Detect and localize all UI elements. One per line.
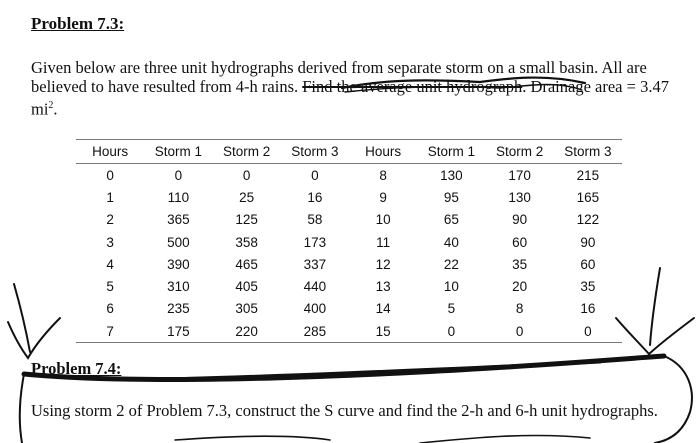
table-cell: 122: [576, 212, 600, 228]
table-header-row: [76, 140, 622, 164]
table-cell: 22: [443, 256, 459, 272]
column-header: Storm 3: [281, 140, 349, 164]
table-cell: 13: [375, 279, 391, 295]
table-cell: 58: [307, 212, 323, 228]
table-cell: 11: [376, 234, 391, 250]
table-cell: 337: [303, 256, 327, 272]
table-cell: 6: [106, 301, 114, 317]
table-cell: 0: [311, 167, 319, 183]
table-cell: 10: [375, 212, 391, 228]
table-cell: 405: [235, 279, 258, 295]
table-cell: 1: [106, 189, 114, 205]
table-row: [76, 164, 622, 187]
table-cell: 15: [349, 320, 417, 343]
table-cell: 3: [106, 234, 114, 250]
table-cell: 95: [443, 189, 459, 205]
left-arrow-head: [8, 318, 60, 358]
table-cell: 0: [486, 320, 554, 343]
table-cell: 14: [375, 301, 391, 317]
table-body: [76, 164, 622, 343]
table-row: [76, 186, 622, 208]
table-cell: 465: [235, 256, 258, 272]
left-arrow-shaft: [14, 284, 30, 352]
table-cell: 20: [512, 279, 528, 295]
table-row: [76, 231, 622, 253]
table-row: [76, 298, 622, 320]
table-cell: 90: [512, 212, 528, 228]
column-header: Storm 3: [554, 140, 622, 164]
table-cell: 235: [167, 301, 190, 317]
table-cell: 215: [576, 167, 600, 183]
problem-7-3-text-a: Given below are three unit hydrographs derived from separate storm on a small basin. All are believed to have resulted from 4-h rains.: [31, 58, 647, 96]
column-header: Hours: [349, 140, 417, 164]
table-cell: 175: [144, 320, 212, 343]
table-cell: 10: [443, 279, 459, 295]
table-cell: 9: [379, 189, 387, 205]
table-cell: 0: [417, 320, 485, 343]
table-cell: 365: [167, 212, 190, 228]
column-header: Storm 1: [144, 140, 212, 164]
table-cell: 35: [580, 279, 596, 295]
table-cell: 130: [508, 189, 531, 205]
table-row: [76, 275, 622, 297]
table-cell: 305: [235, 301, 258, 317]
table-cell: 90: [580, 234, 596, 250]
table-cell: 125: [235, 212, 258, 228]
table-cell: 65: [443, 212, 459, 228]
table-cell: 390: [167, 256, 190, 272]
table-cell: 2: [106, 212, 114, 228]
circling-stroke-left: [20, 374, 24, 443]
table-cell: 12: [375, 256, 391, 272]
table-cell: 40: [443, 234, 459, 250]
table-cell: 173: [303, 234, 327, 250]
table-cell: 358: [235, 234, 258, 250]
problem-7-3-title: Problem 7.3:: [31, 14, 125, 33]
problem-7-4-text: Using storm 2 of Problem 7.3, construct the S curve and find the 2-h and 6-h unit hydrographs.: [31, 401, 658, 420]
table-cell: 7: [76, 320, 144, 343]
table-cell: 60: [580, 256, 596, 272]
problem-7-3-text: [31, 58, 671, 119]
circling-stroke-top-2: [130, 362, 600, 380]
table-cell: 500: [167, 234, 190, 250]
table-cell: 400: [303, 301, 327, 317]
column-header: Storm 2: [213, 140, 281, 164]
table-cell: 0: [106, 167, 114, 183]
column-header: Storm 2: [486, 140, 554, 164]
area-unit-superscript: 2: [48, 100, 54, 111]
table-row: [76, 320, 622, 343]
circling-stroke-right: [655, 356, 692, 443]
struck-through-phrase: Find the average unit hydrograph: [302, 77, 523, 96]
unit-hydrograph-table: [76, 139, 622, 343]
table-cell: 110: [167, 189, 190, 205]
table-header: [76, 140, 622, 164]
column-header: Hours: [76, 140, 144, 164]
table-cell: 440: [303, 279, 327, 295]
problem-7-3-text-end: .: [53, 99, 58, 119]
table-cell: 5: [106, 279, 114, 295]
table-row: [76, 209, 622, 231]
table-cell: 285: [281, 320, 349, 343]
table-cell: 130: [440, 167, 463, 183]
table-cell: 5: [447, 301, 456, 317]
table-cell: 220: [213, 320, 281, 343]
table-cell: 0: [554, 320, 622, 343]
right-arrow-head: [616, 318, 694, 354]
table-row: [76, 253, 622, 275]
table-cell: 35: [512, 256, 528, 272]
table-cell: 8: [515, 301, 524, 317]
right-arrow-shaft: [650, 268, 660, 345]
table-cell: 0: [242, 167, 251, 183]
problem-7-3-text-b: . Drainage area = 3.47 mi: [31, 77, 669, 119]
table-cell: 310: [167, 279, 190, 295]
table-cell: 25: [239, 189, 255, 205]
table-cell: 4: [106, 256, 114, 272]
table-cell: 16: [307, 189, 323, 205]
table-cell: 16: [580, 301, 596, 317]
table-cell: 8: [379, 167, 387, 183]
underline-stroke-bottom: [175, 436, 330, 440]
column-header: Storm 1: [417, 140, 485, 164]
table-cell: 165: [576, 189, 600, 205]
table-cell: 60: [512, 234, 528, 250]
table-cell: 170: [508, 167, 531, 183]
problem-7-4-title: Problem 7.4:: [31, 359, 122, 378]
table-cell: 0: [174, 167, 183, 183]
underline-stroke-bottom-2: [420, 435, 590, 443]
